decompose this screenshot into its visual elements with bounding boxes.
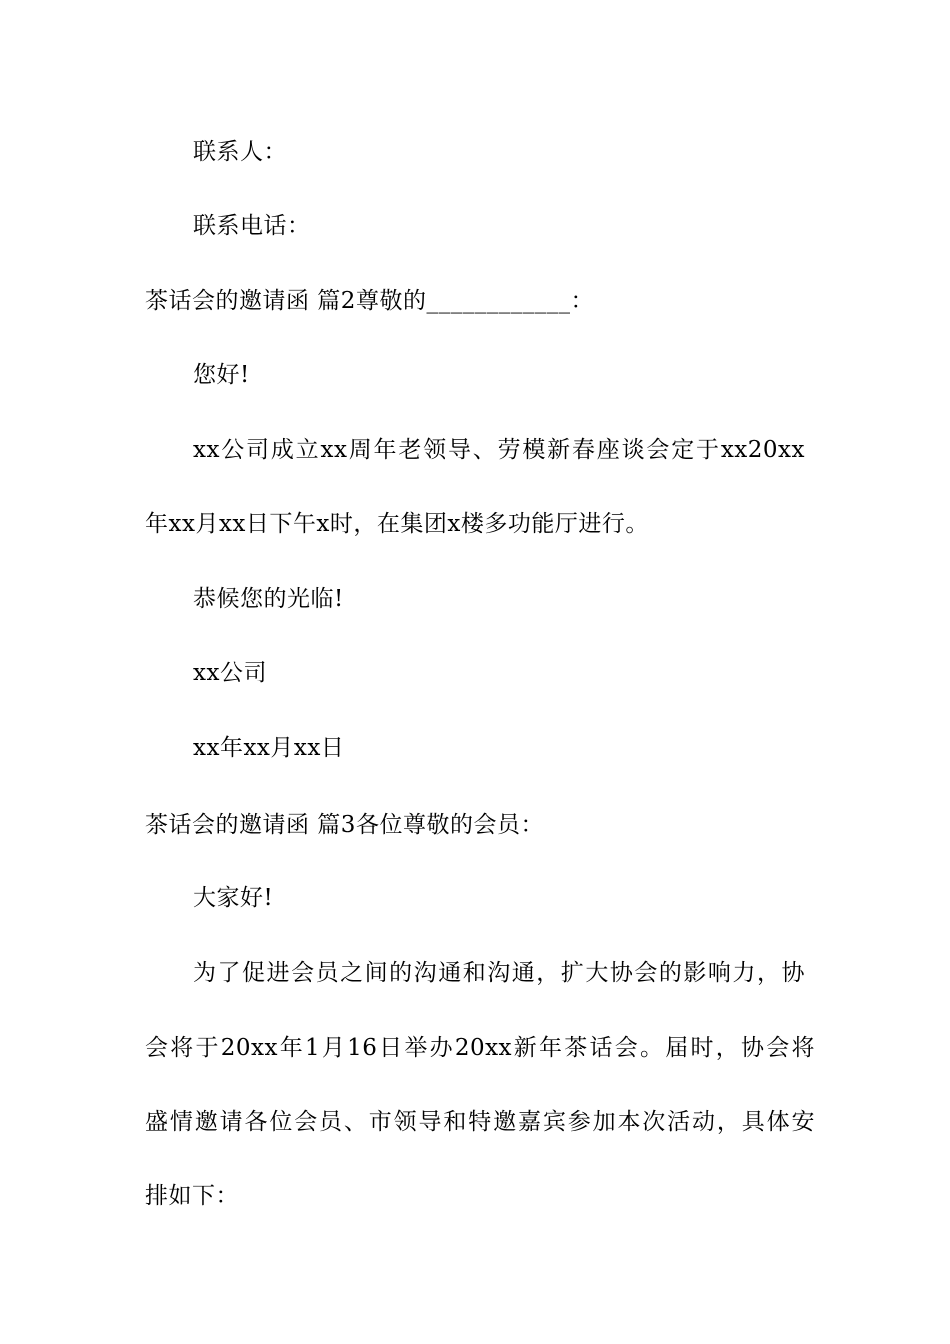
closing-line: 恭候您的光临!: [193, 586, 344, 612]
signature-date: xx年xx月xx日: [193, 735, 345, 761]
body-paragraph-line: xx公司成立xx周年老领导、劳模新春座谈会定于xx20xx: [193, 437, 805, 463]
body-paragraph-line: 年xx月xx日下午x时，在集团x楼多功能厅进行。: [145, 511, 649, 537]
body-paragraph-line: 会将于20xx年1月16日举办20xx新年茶话会。届时，协会将: [145, 1035, 815, 1061]
section-heading-2: 茶话会的邀请函 篇2尊敬的____________：: [145, 288, 594, 314]
greeting-line: 大家好!: [193, 885, 274, 911]
signature-company: xx公司: [193, 660, 267, 686]
body-paragraph-line: 盛情邀请各位会员、市领导和特邀嘉宾参加本次活动，具体安: [145, 1109, 815, 1135]
body-paragraph-line: 排如下：: [145, 1183, 239, 1209]
contact-person-label: 联系人：: [193, 139, 287, 165]
contact-phone-label: 联系电话：: [193, 213, 311, 239]
greeting-line: 您好!: [193, 362, 250, 388]
section-heading-3: 茶话会的邀请函 篇3各位尊敬的会员：: [145, 812, 544, 838]
body-paragraph-line: 为了促进会员之间的沟通和沟通，扩大协会的影响力，协: [193, 960, 805, 986]
